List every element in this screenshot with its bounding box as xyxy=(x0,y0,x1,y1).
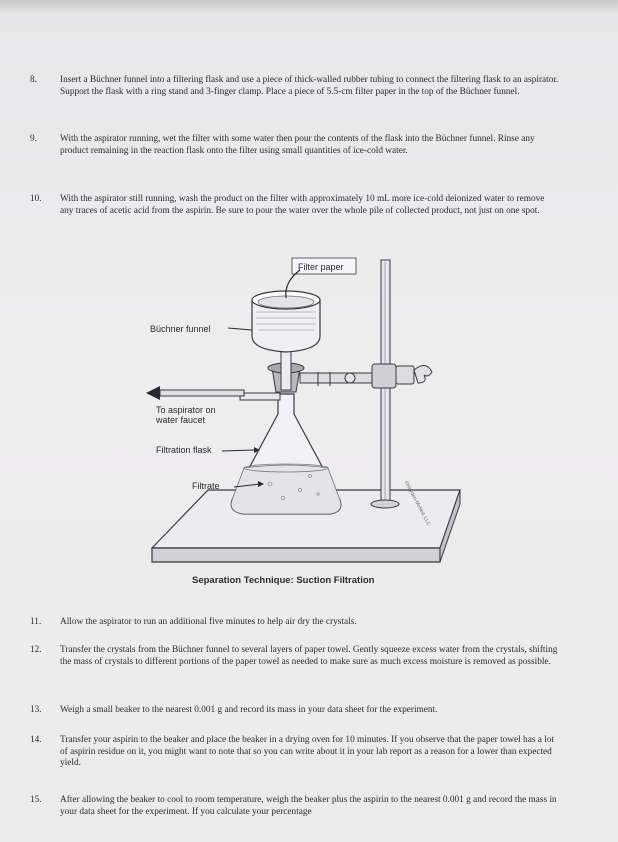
step-text: Transfer your aspirin to the beaker and place the beaker in a drying oven for 10 minutes. If you observe that the paper towel has a lot of aspirin residue on it, you might want to note that so you can write about it in your lab report as a reason for a lower than expected yield. xyxy=(60,735,555,769)
flask-pointer xyxy=(222,450,254,451)
filtrate-label: Filtrate xyxy=(192,481,220,491)
tubing-arrow xyxy=(146,386,160,400)
step-text: Allow the aspirator to run an additional five minutes to help air dry the crystals. xyxy=(60,617,357,627)
step-text: With the aspirator running, wet the filter with some water then pour the contents of the flask into the Büchner funnel. Rinse any product remaining in the reaction flask onto the filter using small quantities of ice-cold water. xyxy=(60,134,535,156)
step-text: Transfer the crystals from the Büchner funnel to several layers of paper towel. Gently squeeze excess water from the crystals, shifting the mass of crystals to different portions of the paper towel as needed to make sure as much excess moisture is removed as possible. xyxy=(60,645,558,667)
step-number: 15. xyxy=(30,795,42,805)
ring-stand-foot xyxy=(371,500,399,508)
funnel-pointer xyxy=(228,328,252,330)
three-finger-clamp xyxy=(300,364,432,388)
bench-base-front xyxy=(152,548,440,562)
filtration-flask-label: Filtration flask xyxy=(156,445,212,455)
funnel-stem xyxy=(281,350,291,390)
flask-side-arm xyxy=(240,393,280,400)
step-text: Weigh a small beaker to the nearest 0.001 g and record its mass in your data sheet for the experiment. xyxy=(60,705,438,715)
step-text: Insert a Büchner funnel into a filtering flask and use a piece of thick-walled rubber tubing to connect the filtering flask to an aspirator. Support the flask with a ring stand and 3-finger clamp. Place a piece of 5.5-cm filter paper in the top of the Büchner funnel. xyxy=(60,75,559,97)
step-text: After allowing the beaker to cool to room temperature, weigh the beaker plus the aspirin to the nearest 0.001 g and record the mass in your data sheet for the experiment. If you calculate your percentage xyxy=(60,795,557,817)
step-number: 11. xyxy=(30,617,42,627)
aspirator-label-line1: To aspirator on xyxy=(156,405,216,415)
aspirator-label-line2: water faucet xyxy=(156,415,206,425)
buchner-funnel-label: Büchner funnel xyxy=(150,324,211,334)
rubber-tubing xyxy=(160,390,244,396)
step-number: 12. xyxy=(30,645,42,655)
step-number: 10. xyxy=(30,194,42,204)
figure-caption: Separation Technique: Suction Filtration xyxy=(192,575,375,586)
step-number: 8. xyxy=(30,75,37,85)
step-number: 9. xyxy=(30,134,37,144)
filter-paper-label: Filter paper xyxy=(298,262,344,272)
copyright-credit: ©Hayden-McNeil, LLC xyxy=(402,480,432,527)
step-number: 14. xyxy=(30,735,42,745)
step-number: 13. xyxy=(30,705,42,715)
step-text: With the aspirator still running, wash the product on the filter with approximately 10 mL more ice-cold deionized water to remove any traces of acetic acid from the aspirin. Be sure to pour the water over the whole pile of collected product, not just on one spot. xyxy=(60,194,545,216)
